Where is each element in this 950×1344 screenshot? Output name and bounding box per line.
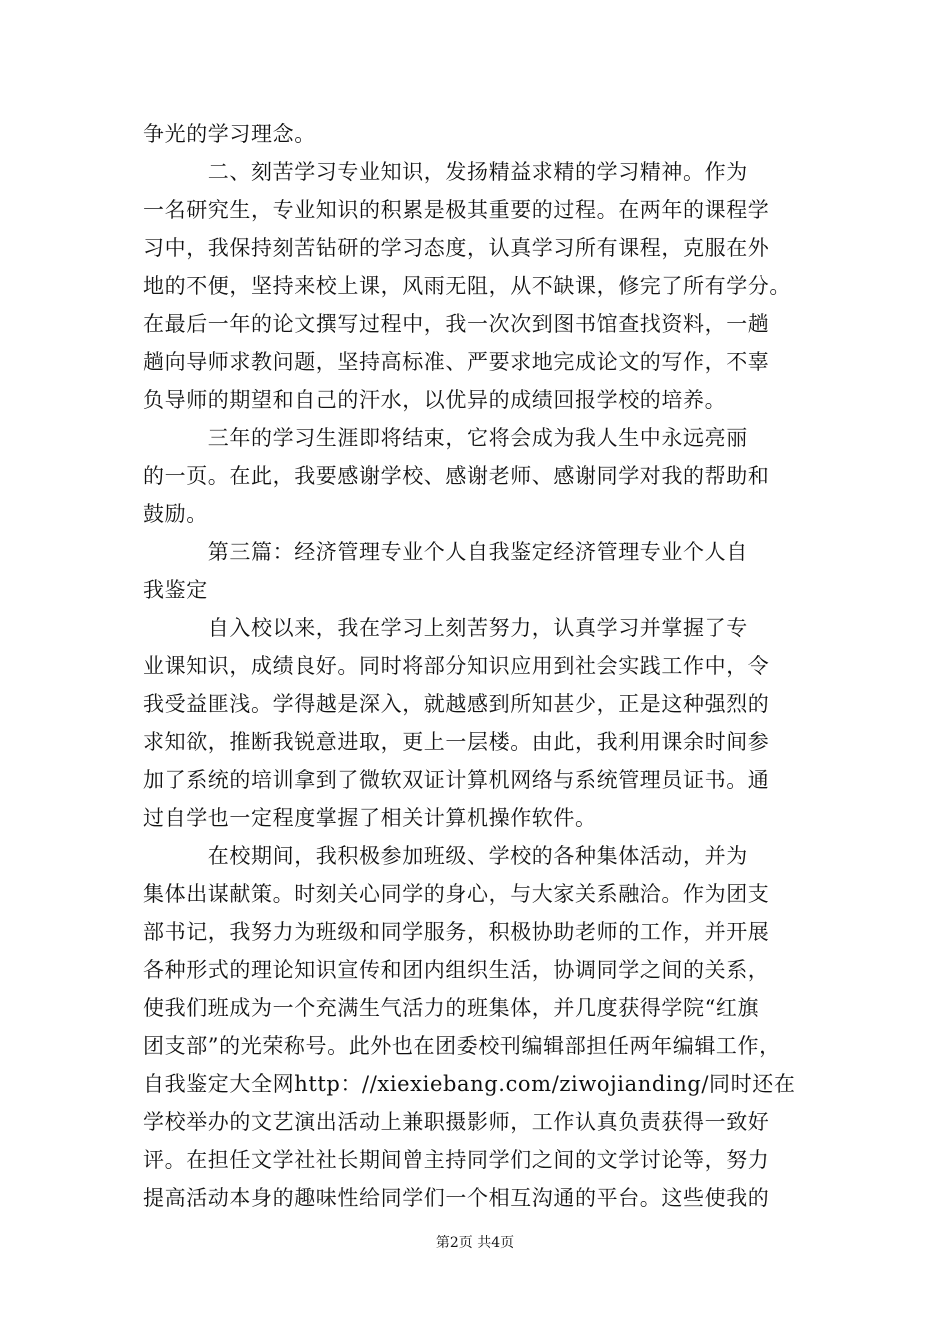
text-line: 习中，我保持刻苦钻研的学习态度，认真学习所有课程，克服在外 (143, 236, 770, 260)
text-line: 提高活动本身的趣味性给同学们一个相互沟通的平台。这些使我的 (143, 1186, 770, 1210)
text-line: 部书记，我努力为班级和同学服务，积极协助老师的工作，并开展 (143, 920, 770, 944)
text-line: 的一页。在此，我要感谢学校、感谢老师、感谢同学对我的帮助和 (143, 464, 770, 488)
footer-suffix: 页 (500, 1235, 515, 1251)
page-footer (0, 1234, 950, 1252)
text-line: 鼓励。 (143, 502, 208, 526)
text-line: 各种形式的理论知识宣传和团内组织生活，协调同学之间的关系， (143, 958, 770, 982)
text-line: 业课知识，成绩良好。同时将部分知识应用到社会实践工作中，令 (143, 654, 770, 678)
footer-total-pages: 4 (491, 1235, 501, 1251)
text-line: 集体出谋献策。时刻关心同学的身心，与大家关系融洽。作为团支 (143, 882, 770, 906)
footer-page-number: 2 (449, 1235, 459, 1251)
text-line: 趟向导师求教问题，坚持高标准、严要求地完成论文的写作，不辜 (143, 350, 770, 374)
section-heading: 第三篇：经济管理专业个人自我鉴定经济管理专业个人自 (143, 540, 748, 564)
text-line: 二、刻苦学习专业知识，发扬精益求精的学习精神。作为 (143, 160, 748, 184)
text-line: 三年的学习生涯即将结束，它将会成为我人生中永远亮丽 (143, 426, 748, 450)
text-line: 使我们班成为一个充满生气活力的班集体，并几度获得学院“红旗 (143, 996, 760, 1020)
text-line: 在最后一年的论文撰写过程中，我一次次到图书馆查找资料，一趟 (143, 312, 770, 336)
footer-prefix: 第 (435, 1235, 450, 1251)
footer-middle: 页 共 (458, 1235, 492, 1251)
text-line: 争光的学习理念。 (143, 122, 316, 146)
text-line: 负导师的期望和自己的汗水，以优异的成绩回报学校的培养。 (143, 388, 727, 412)
text-line: 求知欲，推断我锐意进取，更上一层楼。由此，我利用课余时间参 (143, 730, 770, 754)
text-line: 团支部”的光荣称号。此外也在团委校刊编辑部担任两年编辑工作， (143, 1034, 781, 1058)
section-heading: 我鉴定 (143, 578, 208, 602)
text-line: 学校举办的文艺演出活动上兼职摄影师，工作认真负责获得一致好 (143, 1110, 770, 1134)
text-line: 一名研究生，专业知识的积累是极其重要的过程。在两年的课程学 (143, 198, 770, 222)
text-line-with-url: 自我鉴定大全网http：//xiexiebang.com/ziwojianding/同时还在 (143, 1072, 796, 1096)
text-line: 我受益匪浅。学得越是深入，就越感到所知甚少，正是这种强烈的 (143, 692, 770, 716)
text-line: 过自学也一定程度掌握了相关计算机操作软件。 (143, 806, 597, 830)
text-line: 评。在担任文学社社长期间曾主持同学们之间的文学讨论等，努力 (143, 1148, 770, 1172)
text-line: 在校期间，我积极参加班级、学校的各种集体活动，并为 (143, 844, 748, 868)
text-line: 加了系统的培训拿到了微软双证计算机网络与系统管理员证书。通 (143, 768, 770, 792)
text-line: 地的不便，坚持来校上课，风雨无阻，从不缺课，修完了所有学分。 (143, 274, 791, 298)
text-line: 自入校以来，我在学习上刻苦努力，认真学习并掌握了专 (143, 616, 748, 640)
